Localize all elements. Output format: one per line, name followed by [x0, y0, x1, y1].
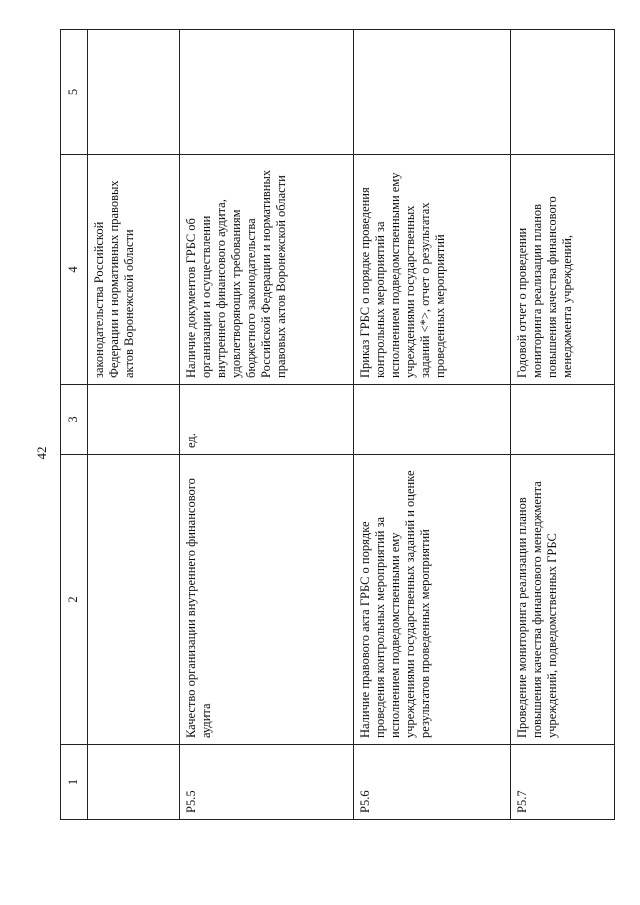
table-row	[87, 30, 180, 820]
table-row	[510, 30, 614, 820]
row-note	[180, 30, 354, 155]
row-name	[87, 455, 180, 745]
table-row	[354, 30, 510, 820]
row-name: Наличие правового акта ГРБС о порядке проведения контрольных мероприятий за исполнением подведомственными ему учреждениями государственных заданий и оценке результатов проведенных мероприятий	[354, 455, 510, 745]
table-header-row	[61, 30, 88, 820]
row-code	[87, 745, 180, 820]
header-cell: 5	[61, 30, 88, 155]
row-unit	[354, 385, 510, 455]
row-code: Р5.6	[354, 745, 510, 820]
row-source: Годовой отчет о проведении мониторинга реализации планов повышения качества финансового менеджмента учреждений,	[510, 155, 614, 385]
row-unit	[87, 385, 180, 455]
row-code: Р5.5	[180, 745, 354, 820]
page-number: 42	[34, 446, 49, 460]
row-source: законодательства Российской Федерации и нормативных правовых актов Воронежской области	[87, 155, 180, 385]
row-source: Приказ ГРБС о порядке проведения контрольных мероприятий за исполнением подведомственными ему учреждениями государственных заданий <*>, отчет о результатах проведенных мероприятий	[354, 155, 510, 385]
indicator-table	[60, 29, 615, 820]
row-code: Р5.7	[510, 745, 614, 820]
header-cell: 2	[61, 455, 88, 745]
header-cell: 3	[61, 385, 88, 455]
row-source: Наличие документов ГРБС об организации и осуществлении внутреннего финансового аудита, удовлетворяющих требованиям бюджетного законодательства Российской Федерации и нормативных правовых актов Воронежской области	[180, 155, 354, 385]
row-note	[510, 30, 614, 155]
row-note	[87, 30, 180, 155]
row-unit	[510, 385, 614, 455]
table-row	[180, 30, 354, 820]
row-name: Качество организации внутреннего финансового аудита	[180, 455, 354, 745]
header-cell: 4	[61, 155, 88, 385]
row-unit: ед.	[180, 385, 354, 455]
row-note	[354, 30, 510, 155]
header-cell: 1	[61, 745, 88, 820]
row-name: Проведение мониторинга реализации планов повышения качества финансового менеджмента учреждений, подведомственных ГРБС	[510, 455, 614, 745]
